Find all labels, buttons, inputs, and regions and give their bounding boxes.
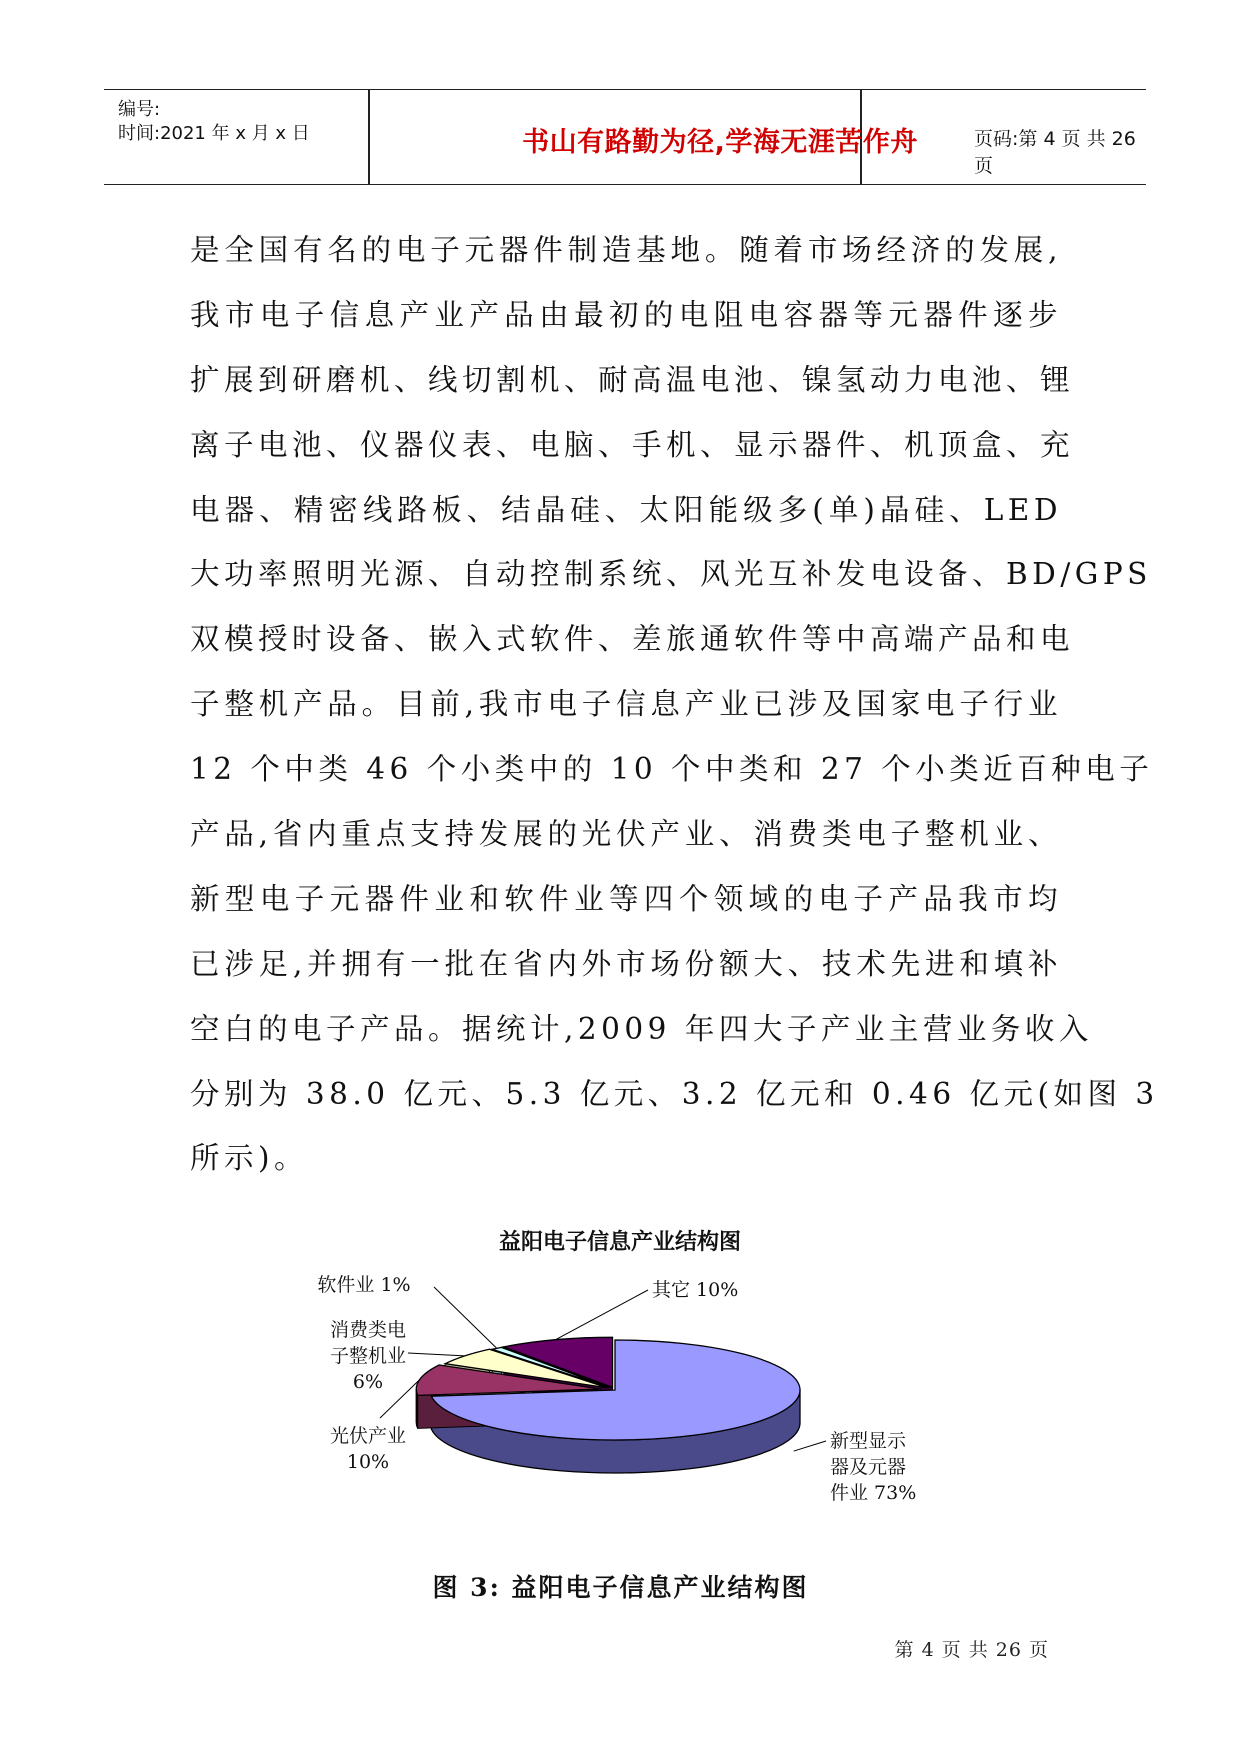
body-line: 是全国有名的电子元器件制造基地。随着市场经济的发展, [190,233,1062,267]
slice-label-line: 其它 10% [652,1279,739,1301]
slice-label-line: 器及元器 [830,1456,907,1478]
slice-label-line: 件业 73% [830,1482,917,1504]
body-line: 12 个中类 46 个小类中的 10 个中类和 27 个小类近百种电子 [190,752,1154,787]
body-line: 新型电子元器件业和软件业等四个领域的电子产品我市均 [190,881,1062,916]
slice-label [830,1430,916,1504]
body-line: 分别为 38.0 亿元、5.3 亿元、3.2 亿元和 0.46 亿元(如图 3 [190,1076,1159,1111]
body-line: 所示)。 [190,1141,309,1176]
number-label: 编号: [118,99,161,120]
body-line: 电器、精密线路板、结晶硅、太阳能级多(单)晶硅、LED [190,492,1062,527]
slice-label-line: 光伏产业 [329,1425,407,1447]
leader-line [408,1353,465,1356]
body-line: 产品,省内重点支持发展的光伏产业、消费类电子整机业、 [190,817,1062,852]
slice-label [652,1279,738,1301]
slice-label-line: 子整机业 [329,1345,407,1367]
slice-label-line: 软件业 1% [317,1274,411,1296]
slice-label-line: 新型显示 [830,1430,907,1452]
slice-label-line: 10% [346,1451,390,1473]
leader-line [794,1441,826,1451]
body-line: 大功率照明光源、自动控制系统、风光互补发电设备、BD/GPS [190,557,1152,592]
leader-line [555,1290,648,1340]
header-page-number: 页码:第 4 页 共 26 页 [974,128,1136,177]
header-motto: 书山有路勤为径,学海无涯苦作舟 [522,127,918,158]
slice-label-line: 6% [352,1371,384,1393]
page-footer: 第 4 页 共 26 页 [894,1639,1049,1661]
body-line: 扩展到研磨机、线切割机、耐高温电池、镍氢动力电池、锂 [190,362,1075,397]
body-line: 离子电池、仪器仪表、电脑、手机、显示器件、机顶盒、充 [190,427,1075,462]
body-line: 已涉足,并拥有一批在省内外市场份额大、技术先进和填补 [190,946,1062,981]
chart-title: 益阳电子信息产业结构图 [498,1230,741,1255]
leader-line [380,1380,420,1418]
slice-label [330,1425,406,1473]
slice-label [330,1319,406,1393]
body-line: 空白的电子产品。据统计,2009 年四大子产业主营业务收入 [190,1011,1093,1046]
body-line: 我市电子信息产业产品由最初的电阻电容器等元器件逐步 [190,297,1062,332]
leader-line [434,1287,497,1348]
body-line: 子整机产品。目前,我市电子信息产业已涉及国家电子行业 [190,687,1062,722]
slice-label-line: 消费类电 [329,1319,407,1341]
time-label: 时间:2021 年 x 月 x 日 [118,123,310,144]
slice-label [317,1274,410,1296]
figure-caption: 图 3: 益阳电子信息产业结构图 [432,1573,809,1602]
body-line: 双模授时设备、嵌入式软件、差旅通软件等中高端产品和电 [190,622,1075,657]
